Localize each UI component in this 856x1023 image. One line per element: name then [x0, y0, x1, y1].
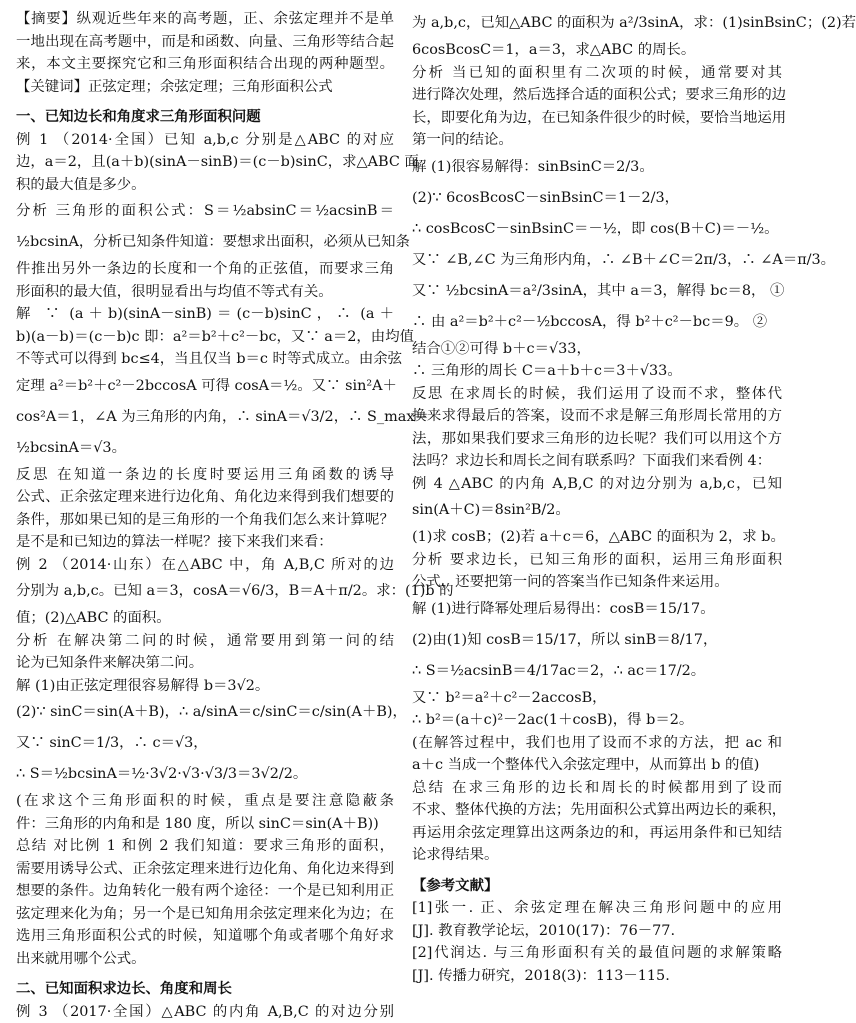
left-text-line: ½bcsinA＝√3。 — [16, 433, 394, 464]
right-text-line: 不求、整体代换的方法；先用面积公式算出两边长的乘积， — [412, 799, 782, 822]
right-text-line: a＋c 当成一个整体代入余弦定理中，从而算出 b 的值) — [412, 754, 782, 777]
left-text-line: 件：三角形的内角和是 180 度，所以 sinC＝sin(A＋B)) — [16, 813, 394, 836]
right-text-line: 第一问的结论。 — [412, 129, 782, 152]
right-text-line: 论求得结果。 — [412, 844, 782, 867]
section-heading: 一、已知边长和角度求三角形面积问题 — [16, 106, 394, 129]
left-text-line: 解 ∵ (a＋b)(sinA－sinB)＝(c－b)sinC，∴ (a＋ — [16, 303, 394, 326]
left-text-line: 弦定理来化为角；另一个是已知角用余弦定理来化为边；在 — [16, 903, 394, 926]
right-text-line: (2)由(1)知 cosB＝15/17，所以 sinB＝8/17， — [412, 625, 782, 656]
left-text-line: 【关键词】正弦定理；余弦定理；三角形面积公式 — [16, 76, 394, 99]
left-text-line: 总结 对比例 1 和例 2 我们知道：要求三角形的面积， — [16, 835, 394, 858]
right-text-line: 又∵ ½bcsinA＝a²/3sinA，其中 a＝3，解得 bc＝8， ① — [412, 276, 782, 307]
right-text-line: 解 (1)很容易解得：sinBsinC＝2/3。 — [412, 152, 782, 183]
right-text-line: ∴ b²＝(a＋c)²－2ac(1＋cosB)，得 b＝2。 — [412, 709, 782, 732]
left-text-line: 例 3 （2017·全国）△ABC 的内角 A,B,C 的对边分别 — [16, 1001, 394, 1023]
left-text-line: 例 2 （2014·山东）在△ABC 中，角 A,B,C 所对的边 — [16, 554, 394, 577]
right-text-line: 解 (1)进行降幂处理后易得出：cosB＝15/17。 — [412, 594, 782, 625]
left-text-line: 分析 三角形的面积公式：S＝½absinC＝½acsinB＝ — [16, 196, 394, 227]
right-text-line: 分析 当已知的面积里有二次项的时候，通常要对其 — [412, 62, 782, 85]
left-text-line: 想要的条件。边角转化一般有两个途径：一个是已知利用正 — [16, 880, 394, 903]
right-text-line: sin(A＋C)＝8sin²B/2。 — [412, 495, 782, 526]
section-heading: 二、已知面积求边长、角度和周长 — [16, 978, 394, 1001]
left-text-line: 论为已知条件来解决第二问。 — [16, 652, 394, 675]
right-text-line: 换来求得最后的答案，设而不求是解三角形周长常用的方 — [412, 405, 782, 428]
left-text-line: b)(a－b)＝(c－b)c 即：a²＝b²＋c²－bc，又∵ a＝2，由均值 — [16, 326, 394, 349]
left-text-line: 不等式可以得到 bc≤4，当且仅当 b＝c 时等式成立。由余弦 — [16, 348, 394, 371]
left-text-line: cos²A＝1，∠A 为三角形的内角，∴ sinA＝√3/2，∴ S_max＝ — [16, 402, 394, 433]
right-text-line: 法吗？求边长和周长之间有联系吗？下面我们来看例 4： — [412, 450, 782, 473]
left-text-line: 解 (1)由正弦定理很容易解得 b＝3√2。 — [16, 675, 394, 698]
right-text-line: [J]. 传播力研究，2018(3)：113－115. — [412, 965, 782, 988]
right-text-line: 又∵ b²＝a²＋c²－2accosB， — [412, 687, 782, 710]
left-text-line: 积的最大值是多少。 — [16, 174, 394, 197]
right-text-line: ∴ S＝½acsinB＝4/17ac＝2，∴ ac＝17/2。 — [412, 656, 782, 687]
left-text-line: 来，本文主要探究它和三角形面积结合出现的两种题型。 — [16, 53, 394, 76]
right-text-line: 又∵ ∠B,∠C 为三角形内角，∴ ∠B＋∠C＝2π/3，∴ ∠A＝π/3。 — [412, 245, 782, 276]
right-text-line: ∴ 由 a²＝b²＋c²－½bccosA，得 b²＋c²－bc＝9。 ② — [412, 307, 782, 338]
left-text-line: 分别为 a,b,c。已知 a＝3，cosA＝√6/3，B＝A＋π/2。求：(1)b 的 — [16, 576, 394, 607]
right-text-line: 长，即要化角为边，在已知条件很少的时候，要恰当地运用 — [412, 107, 782, 130]
right-text-line: 分析 要求边长，已知三角形的面积，运用三角形面积 — [412, 549, 782, 572]
left-text-line: ∴ S＝½bcsinA＝½·3√2·√3·√3/3＝3√2/2。 — [16, 759, 394, 790]
left-column — [16, 8, 394, 1023]
left-text-line: 反思 在知道一条边的长度时要运用三角函数的诱导 — [16, 464, 394, 487]
right-text-line: (2)∵ 6cosBcosC－sinBsinC＝1－2/3， — [412, 183, 782, 214]
left-text-line: 边，a＝2，且(a＋b)(sinA－sinB)＝(c－b)sinC，求△ABC 面 — [16, 151, 394, 174]
left-text-line: 又∵ sinC＝1/3，∴ c＝√3， — [16, 728, 394, 759]
left-text-line: 条件，那如果已知的是三角形的一个角我们怎么来计算呢？ — [16, 509, 394, 532]
left-text-line: 选用三角形面积公式的时候，知道哪个角或者哪个角好求 — [16, 925, 394, 948]
right-text-line: 为 a,b,c，已知△ABC 的面积为 a²/3sinA，求：(1)sinBsinC；(2)若 — [412, 8, 782, 39]
right-text-line: [1]张一. 正、余弦定理在解决三角形问题中的应用 — [412, 897, 782, 920]
right-text-line: (在解答过程中，我们也用了设而不求的方法，把 ac 和 — [412, 732, 782, 755]
right-text-line: 反思 在求周长的时候，我们运用了设而不求，整体代 — [412, 383, 782, 406]
right-text-line: 6cosBcosC＝1，a＝3，求△ABC 的周长。 — [412, 39, 782, 62]
right-column — [412, 8, 782, 987]
right-text-line: ∴ cosBcosC－sinBsinC＝－½，即 cos(B＋C)＝－½。 — [412, 214, 782, 245]
section-heading: 【参考文献】 — [412, 875, 782, 898]
left-text-line: 出来就用哪个公式。 — [16, 948, 394, 971]
left-text-line: ½bcsinA，分析已知条件知道：要想求出面积，必须从已知条 — [16, 227, 394, 258]
right-text-line: 总结 在求三角形的边长和周长的时候都用到了设而 — [412, 777, 782, 800]
right-text-line: 结合①②可得 b＋c＝√33， — [412, 338, 782, 361]
left-text-line: (在求这个三角形面积的时候，重点是要注意隐蔽条 — [16, 790, 394, 813]
left-text-line: 形面积的最大值，很明显看出与均值不等式有关。 — [16, 281, 394, 304]
right-text-line: [J]. 教育教学论坛，2010(17)：76－77. — [412, 920, 782, 943]
left-text-line: 件推出另外一条边的长度和一个角的正弦值，而要求三角 — [16, 258, 394, 281]
left-text-line: 一地出现在高考题中，而是和函数、向量、三角形等结合起 — [16, 31, 394, 54]
right-text-line: 法，那如果我们要求三角形的边长呢？我们可以用这个方 — [412, 428, 782, 451]
right-text-line: 再运用余弦定理算出这两条边的和，再运用条件和已知结 — [412, 822, 782, 845]
right-text-line: 例 4 △ABC 的内角 A,B,C 的对边分别为 a,b,c，已知 — [412, 473, 782, 496]
left-text-line: 公式、正余弦定理来进行边化角、角化边来得到我们想要的 — [16, 486, 394, 509]
right-text-line: ∴ 三角形的周长 C＝a＋b＋c＝3＋√33。 — [412, 360, 782, 383]
left-text-line: 分析 在解决第二问的时候，通常要用到第一问的结 — [16, 630, 394, 653]
right-text-line: 进行降次处理，然后选择合适的面积公式；要求三角形的边 — [412, 84, 782, 107]
left-text-line: 【摘要】纵观近些年来的高考题，正、余弦定理并不是单 — [16, 8, 394, 31]
left-text-line: 需要用诱导公式、正余弦定理来进行边化角、角化边来得到 — [16, 858, 394, 881]
left-text-line: 值；(2)△ABC 的面积。 — [16, 607, 394, 630]
left-text-line: 是不是和已知边的算法一样呢？接下来我们来看： — [16, 531, 394, 554]
right-text-line: 公式，还要把第一问的答案当作已知条件来运用。 — [412, 571, 782, 594]
left-text-line: (2)∵ sinC＝sin(A＋B)，∴ a/sinA＝c/sinC＝c/sin(A＋B)， — [16, 697, 394, 728]
right-text-line: (1)求 cosB；(2)若 a＋c＝6，△ABC 的面积为 2，求 b。 — [412, 526, 782, 549]
right-text-line: [2]代润达. 与三角形面积有关的最值问题的求解策略 — [412, 942, 782, 965]
left-text-line: 定理 a²＝b²＋c²－2bccosA 可得 cosA＝½。又∵ sin²A＋ — [16, 371, 394, 402]
left-text-line: 例 1 （2014·全国）已知 a,b,c 分别是△ABC 的对应 — [16, 129, 394, 152]
